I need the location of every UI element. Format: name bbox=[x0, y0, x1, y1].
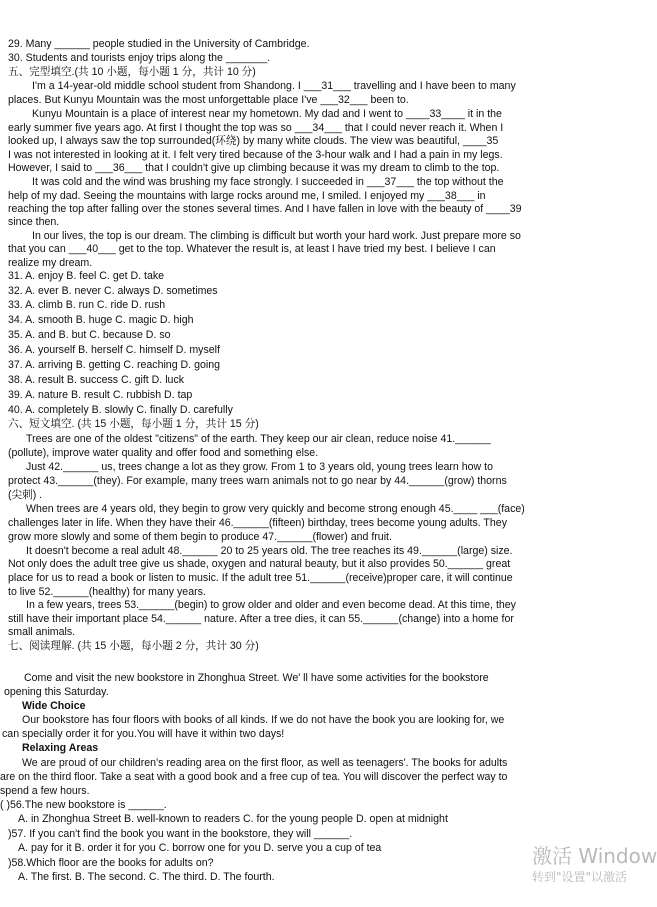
passage-line: In a few years, trees 53.______(begin) to grow older and older and even become dead. At this time, they bbox=[26, 599, 516, 611]
options-56: A. in Zhonghua Street B. well-known to readers C. for the young people D. open at midnight bbox=[18, 813, 448, 825]
passage-line: I'm a 14-year-old middle school student from Shandong. I ___31___ travelling and I have been to many bbox=[32, 80, 516, 92]
choice-39: 39. A. nature B. result C. rubbish D. tap bbox=[8, 389, 193, 401]
choice-36: 36. A. yourself B. herself C. himself D. myself bbox=[8, 344, 220, 356]
section-6-heading: 六、短文填空. (共 15 小题，每小题 1 分，共计 15 分) bbox=[8, 418, 259, 430]
passage-line: help of my dad. Seeing the mountains with large rocks around me, I smiled. I enjoyed my ___38___ in bbox=[8, 190, 486, 202]
section-5-heading: 五、完型填空.(共 10 小题，每小题 1 分，共计 10 分) bbox=[8, 66, 256, 78]
question-58: )58.Which floor are the books for adults on? bbox=[8, 857, 214, 869]
passage-line: realize my dream. bbox=[8, 257, 93, 269]
passage-line: grow more slowly and some of them begin to produce 47.______(flower) and fruit. bbox=[8, 531, 392, 543]
passage-line: Not only does the adult tree give us shade, oxygen and natural beauty, but it also provides 50.______ great bbox=[8, 558, 511, 570]
passage-line: (pollute), improve water quality and offer food and something else. bbox=[8, 447, 319, 459]
passage-line: reaching the top after falling over the stones several times. And I have fallen in love with the beauty of ____39 bbox=[8, 203, 522, 215]
passage-line: In our lives, the top is our dream. The climbing is difficult but worth your hard work. Just prepare more so bbox=[32, 230, 521, 242]
subheading-wide-choice: Wide Choice bbox=[22, 700, 86, 712]
choice-33: 33. A. climb B. run C. ride D. rush bbox=[8, 299, 166, 311]
passage-line: are on the third floor. Take a seat with a good book and a free cup of tea. You will discover the perfect way to bbox=[0, 771, 508, 783]
choice-38: 38. A. result B. success C. gift D. luck bbox=[8, 374, 185, 386]
passage-line: opening this Saturday. bbox=[4, 686, 109, 698]
passage-line: that you can ___40___ get to the top. Whatever the result is, at least I have tried my best. I believe I can bbox=[8, 243, 496, 255]
passage-line: Come and visit the new bookstore in Zhonghua Street. We' ll have some activities for the bookstore bbox=[24, 672, 489, 684]
passage-line: still have their important place 54.______ nature. After a tree dies, it can 55.______(change) into a home for bbox=[8, 613, 514, 625]
question-57: )57. If you can't find the book you want in the bookstore, they will ______. bbox=[8, 828, 353, 840]
passage-line: I was not interested in looking at it. I felt very tired because of the 3-hour walk and I had a pain in my legs. bbox=[8, 149, 503, 161]
passage-line: (尖刺) . bbox=[8, 489, 43, 501]
passage-line: Our bookstore has four floors with books of all kinds. If we do not have the book you are looking for, we bbox=[22, 714, 505, 726]
passage-line: to live 52.______(healthy) for many years. bbox=[8, 586, 206, 598]
activation-watermark-hint: 转到"设置"以激活 bbox=[532, 870, 628, 884]
passage-line: Kunyu Mountain is a place of interest near my hometown. My dad and I went to ____33____ it in the bbox=[32, 108, 502, 120]
options-57: A. pay for it B. order it for you C. borrow one for you D. serve you a cup of tea bbox=[18, 842, 382, 854]
passage-line: can specially order it for you.You will have it within two days! bbox=[2, 728, 285, 740]
choice-40: 40. A. completely B. slowly C. finally D. carefully bbox=[8, 404, 233, 416]
choice-31: 31. A. enjoy B. feel C. get D. take bbox=[8, 270, 165, 282]
passage-line: places. But Kunyu Mountain was the most unforgettable place I've ___32___ been to. bbox=[8, 94, 409, 106]
passage-line: However, I said to ___36___ that I couldn't give up climbing because it was my dream to climb to the top. bbox=[8, 162, 500, 174]
passage-line: It was cold and the wind was brushing my face strongly. I succeeded in ___37___ the top without the bbox=[32, 176, 504, 188]
choice-37: 37. A. arriving B. getting C. reaching D. going bbox=[8, 359, 220, 371]
question-30: 30. Students and tourists enjoy trips along the _______. bbox=[8, 52, 271, 64]
activation-watermark-title: 激活 Window bbox=[532, 844, 657, 868]
passage-line: spend a few hours. bbox=[0, 785, 90, 797]
passage-line: Just 42.______ us, trees change a lot as they grow. From 1 to 3 years old, young trees learn how to bbox=[26, 461, 493, 473]
passage-line: challenges later in life. When they have their 46.______(fifteen) birthday, trees become young adults. They bbox=[8, 517, 507, 529]
passage-line: Trees are one of the oldest "citizens" of the earth. They keep our air clean, reduce noise 41.______ bbox=[26, 433, 491, 445]
passage-line: place for us to read a book or listen to music. If the adult tree 51.______(receive)proper care, it will continue bbox=[8, 572, 513, 584]
passage-line: When trees are 4 years old, they begin to grow very quickly and become strong enough 45.____ ___(face) bbox=[26, 503, 525, 515]
passage-line: early summer five years ago. At first I thought the top was so ___34___ that I could never reach it. When I bbox=[8, 122, 504, 134]
passage-line: We are proud of our children's reading area on the first floor, as well as teenagers'. The books for adults bbox=[22, 757, 508, 769]
passage-line: since then. bbox=[8, 216, 60, 228]
passage-line: protect 43.______(they). For example, many trees warn animals not to go near by 44.______(grow) thorns bbox=[8, 475, 507, 487]
choice-32: 32. A. ever B. never C. always D. sometimes bbox=[8, 285, 218, 297]
passage-line: looked up, I always saw the top surrounded(环绕) by many white clouds. The view was beautiful, ____35 bbox=[8, 135, 499, 147]
options-58: A. The first. B. The second. C. The third. D. The fourth. bbox=[18, 871, 275, 883]
section-7-heading: 七、阅读理解. (共 15 小题，每小题 2 分，共计 30 分) bbox=[8, 640, 259, 652]
passage-line: It doesn't become a real adult 48.______ 20 to 25 years old. The tree reaches its 49.______(large) size. bbox=[26, 545, 513, 557]
question-29: 29. Many ______ people studied in the University of Cambridge. bbox=[8, 38, 310, 50]
question-56: ( )56.The new bookstore is ______. bbox=[0, 799, 167, 811]
choice-34: 34. A. smooth B. huge C. magic D. high bbox=[8, 314, 194, 326]
choice-35: 35. A. and B. but C. because D. so bbox=[8, 329, 171, 341]
passage-line: small animals. bbox=[8, 626, 76, 638]
subheading-relaxing-areas: Relaxing Areas bbox=[22, 742, 99, 754]
